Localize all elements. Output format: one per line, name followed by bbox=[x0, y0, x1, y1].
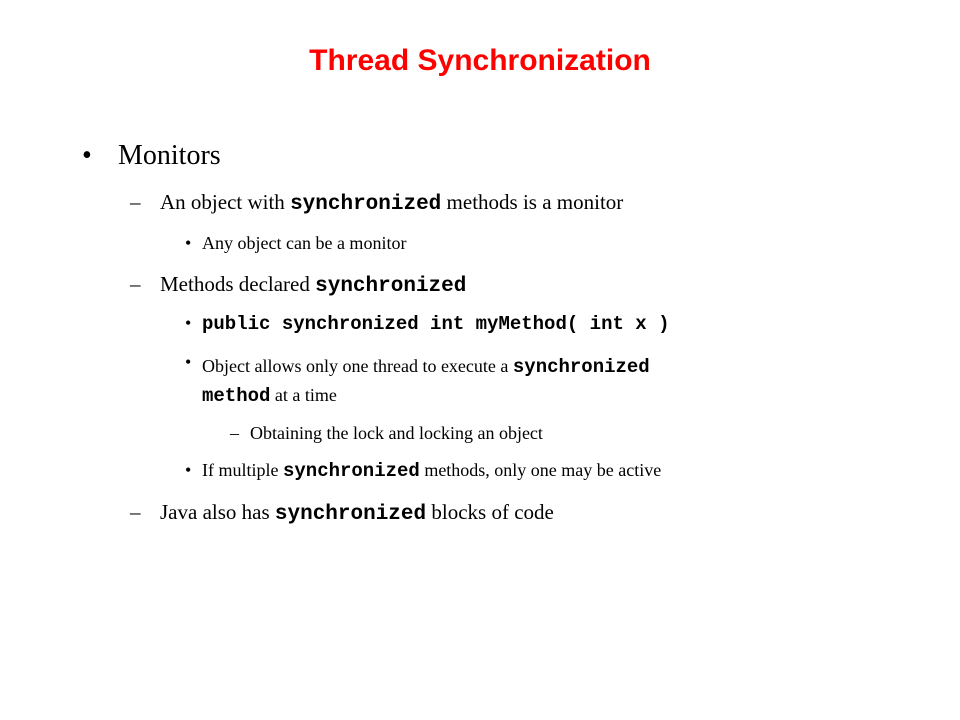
bullet-icon: • bbox=[185, 352, 192, 372]
multiple-methods-line bbox=[202, 460, 661, 482]
text-segment: methods is a monitor bbox=[441, 190, 624, 214]
object-monitor-line bbox=[160, 190, 623, 216]
monitors-heading: Monitors bbox=[118, 140, 221, 171]
slide-title: Thread Synchronization bbox=[309, 44, 651, 77]
dash-icon: – bbox=[130, 272, 141, 296]
allows-one-thread-line bbox=[202, 352, 650, 410]
text-segment: An object with bbox=[160, 190, 291, 214]
dash-icon: – bbox=[130, 190, 141, 214]
bullet-icon: • bbox=[185, 233, 192, 253]
text-segment: Object allows only one thread to execute a bbox=[202, 356, 513, 376]
code-keyword: synchronized bbox=[282, 460, 420, 482]
bullet-icon: • bbox=[185, 460, 192, 480]
obtaining-lock-line: Obtaining the lock and locking an object bbox=[250, 423, 543, 443]
text-segment: at a time bbox=[270, 385, 337, 405]
code-keyword: synchronized bbox=[512, 356, 650, 378]
code-keyword: method bbox=[202, 385, 271, 407]
code-keyword: synchronized bbox=[274, 503, 427, 526]
bullet-icon: • bbox=[185, 313, 192, 333]
text-segment: Methods declared bbox=[160, 272, 316, 296]
text-segment: If multiple bbox=[202, 460, 283, 480]
text-segment: blocks of code bbox=[426, 500, 554, 524]
any-object-line: Any object can be a monitor bbox=[202, 233, 407, 253]
code-keyword: synchronized bbox=[290, 193, 442, 216]
method-signature: public synchronized int myMethod( int x ) bbox=[202, 313, 670, 335]
text-segment: Java also has bbox=[160, 500, 275, 524]
methods-declared-line bbox=[160, 272, 466, 298]
dash-icon: – bbox=[130, 500, 141, 524]
bullet-icon: • bbox=[82, 140, 92, 171]
dash-icon: – bbox=[230, 423, 239, 443]
code-keyword: synchronized bbox=[315, 275, 467, 298]
java-blocks-line bbox=[160, 500, 554, 526]
text-segment: methods, only one may be active bbox=[419, 460, 662, 480]
